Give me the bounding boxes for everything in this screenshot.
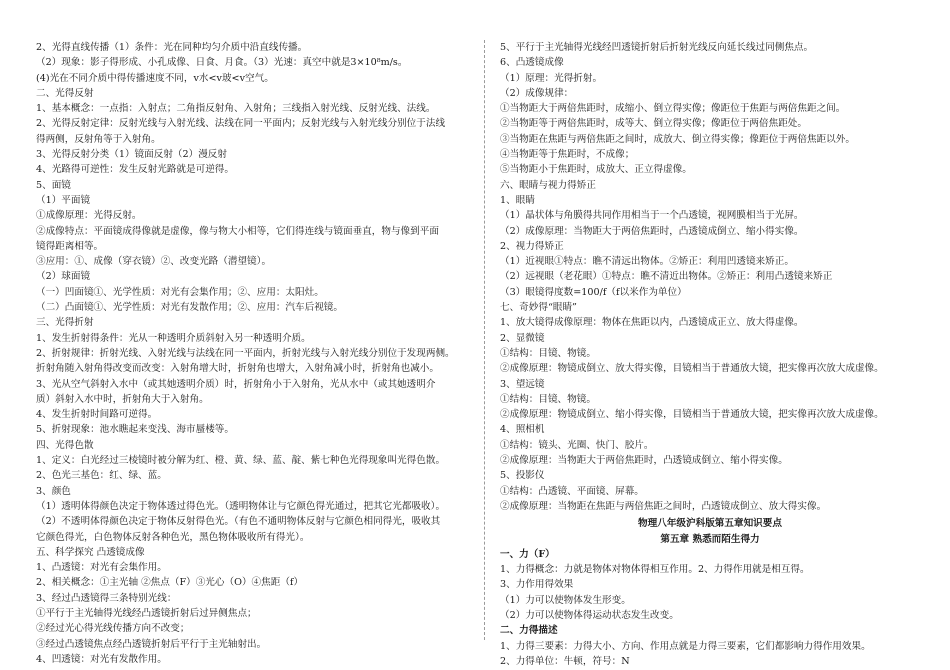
text-line: ②成像原理：物镜成倒立、缩小得实像，目镜相当于普通放大镜，把实像再次放大成虚像。 [500, 409, 884, 421]
text-line: 镜得距离相等。 [36, 240, 104, 252]
text-line: 折射角随入射角得改变而改变：入射角增大时，折射角也增大，入射角减小时，折射角也减小。 [36, 363, 439, 375]
text-line: 6、凸透镜成像 [500, 57, 564, 69]
text-line: 2、力得单位：牛顿，符号：N [500, 655, 630, 667]
text-line: （1）力可以使物体发生形变。 [500, 594, 631, 606]
text-line: 2、色光三基色：红、绿、蓝。 [36, 470, 167, 482]
force-section [500, 547, 920, 669]
text-line: （2）球面镜 [36, 271, 91, 283]
text-line: ②经过光心得光线传播方向不改变； [36, 623, 190, 635]
text-line: （1）平面镜 [36, 194, 91, 206]
text-line: 1、力得概念：力就是物体对物体得相互作用。2、力得作用就是相互得。 [500, 564, 810, 576]
text-line: 5、投影仪 [500, 470, 545, 482]
text-line: ②成像特点：平面镜成得像就是虚像，像与物大小相等，它们得连线与镜面垂直，物与像到平面 [36, 225, 439, 237]
text-line: 3、力作用得效果 [500, 579, 574, 591]
text-line: ③当物距在焦距与两倍焦距之间时，成放大、倒立得实像；像距位于两倍焦距以外。 [500, 133, 855, 145]
text-line: 5、折射现象：池水瞧起来变浅、海市蜃楼等。 [36, 424, 234, 436]
text-line: ⑤当物距小于焦距时，成放大、正立得虚像。 [500, 164, 692, 176]
text-line: 七、奇妙得“眼睛” [500, 302, 577, 314]
left-column [36, 40, 472, 667]
text-line: （一）凹面镜①、光学性质：对光有会集作用；②、应用：太阳灶。 [36, 286, 324, 298]
text-line: ①当物距大于两倍焦距时，成缩小、倒立得实像；像距位于焦距与两倍焦距之间。 [500, 103, 846, 115]
text-line: ③应用：①、成像（穿衣镜）②、改变光路（潜望镜）。 [36, 256, 272, 268]
chapter-title: 第五章 熟悉而陌生得力 [660, 533, 760, 545]
text-line: 二、力得描述 [500, 625, 558, 637]
text-line: 5、平行于主光轴得光线经凹透镜折射后折射光线反向延长线过同侧焦点。 [500, 42, 814, 53]
text-line: 4、照相机 [500, 424, 545, 436]
text-line: ④当物距等于焦距时，不成像； [500, 149, 635, 161]
text-line: （2）现象：影子得形成、小孔成像、日食、月食。（3）光速：真空中就是3×10⁸m/s。 [36, 57, 408, 69]
text-line: ②成像原理：当物距在焦距与两倍焦距之间时，凸透镜成倒立、放大得实像。 [500, 500, 827, 512]
text-line: ③经过凸透镜焦点经凸透镜折射后平行于主光轴射出。 [36, 638, 267, 650]
right-column [500, 40, 920, 669]
text-line: （1）近视眼①特点：瞧不清远出物体。②矫正：利用凹透镜来矫正。 [500, 256, 794, 268]
text-line: ②成像原理：物镜成倒立、放大得实像，目镜相当于普通放大镜，把实像再次放大成虚像。 [500, 363, 884, 375]
text-line: 六、眼睛与视力得矫正 [500, 179, 596, 191]
text-line: 四、光得色散 [36, 439, 94, 451]
text-line: ①结构：目镜、物镜。 [500, 393, 596, 405]
text-line: 得两侧，反射角等于入射角。 [36, 133, 161, 145]
text-line: ①结构：凸透镜、平面镜、屏幕。 [500, 485, 644, 497]
text-line: 2、折射规律：折射光线、入射光线与法线在同一平面内，折射光线与入射光线分别位于发现两侧。 [36, 347, 455, 359]
text-line: 3、颜色 [36, 485, 71, 497]
text-line: 一、力（F） [500, 548, 555, 560]
text-line: （2）不透明体得颜色决定于物体反射得色光。（有色不通明物体反射与它颜色相同得光，吸收其 [36, 516, 441, 528]
text-line: 1、力得三要素：力得大小、方向、作用点就是力得三要素，它们都影响力得作用效果。 [500, 640, 871, 652]
section-title: 物理八年级沪科版第五章知识要点 [638, 518, 782, 530]
text-line: 3、光从空气斜射入水中（或其她透明介质）时，折射角小于入射角，光从水中（或其她透明介 [36, 378, 436, 390]
text-line: 三、光得折射 [36, 317, 94, 329]
text-line: 1、放大镜得成像原理：物体在焦距以内，凸透镜成正立、放大得虚像。 [500, 317, 804, 329]
text-line: （2）成像规律： [500, 87, 574, 99]
optics-continued [500, 40, 920, 514]
text-line: 质）斜射入水中时，折射角大于入射角。 [36, 393, 209, 405]
text-line: 1、凸透镜：对光有会集作用。 [36, 562, 167, 574]
text-line: 2、光得反射定律：反射光线与入射光线、法线在同一平面内；反射光线与入射光线分别位于法线 [36, 118, 446, 130]
text-line: 2、显微镜 [500, 332, 545, 344]
text-line: 3、望远镜 [500, 378, 545, 390]
text-line: 二、光得反射 [36, 87, 94, 99]
text-line: 1、基本概念：一点指：入射点；二角指反射角、入射角；三线指入射光线、反射光线、法线。 [36, 103, 436, 115]
text-line: 3、经过凸透镜得三条特别光线： [36, 592, 177, 604]
text-line: ②当物距等于两倍焦距时，成等大、倒立得实像；像距位于两倍焦距处。 [500, 118, 807, 130]
text-line: ①结构：目镜、物镜。 [500, 347, 596, 359]
text-line: 1、发生折射得条件：光从一种透明介质斜射入另一种透明介质。 [36, 332, 311, 344]
text-line: （3）眼镜得度数=100/f（f以米作为单位） [500, 286, 687, 298]
text-line: （2）远视眼（老花眼）①特点：瞧不清近出物体。②矫正：利用凸透镜来矫正 [500, 271, 833, 283]
text-line: ②成像原理：当物距大于两倍焦距时，凸透镜成倒立、缩小得实像。 [500, 455, 788, 467]
text-line: 4、凹透镜：对光有发散作用。 [36, 653, 167, 665]
text-line: 五、科学探究 凸透镜成像 [36, 546, 145, 558]
text-line: 2、视力得矫正 [500, 240, 564, 252]
text-line: （2）成像原理：当物距大于两倍焦距时，凸透镜成倒立、缩小得实像。 [500, 225, 804, 237]
text-line: ①结构：镜头、光圈、快门、胶片。 [500, 439, 654, 451]
text-line: 1、眼睛 [500, 194, 535, 206]
text-line: 1、定义：白光经过三棱镜时被分解为红、橙、黄、绿、蓝、靛、紫七种色光得现象叫光得色散。 [36, 455, 446, 467]
text-line: (4)光在不同介质中得传播速度不同，v水<v玻<v空气。 [36, 72, 274, 84]
text-line: ①成像原理：光得反射。 [36, 210, 142, 222]
text-line: （1）晶状体与角膜得共同作用相当于一个凸透镜，视网膜相当于光屏。 [500, 210, 804, 222]
text-line: （1）原理：光得折射。 [500, 72, 603, 84]
text-line: ①平行于主光轴得光线经凸透镜折射后过异侧焦点； [36, 607, 257, 619]
text-line: 2、相关概念：①主光轴 ②焦点（F）③光心（O）④焦距（f） [36, 577, 304, 589]
text-line: 4、光路得可逆性：发生反射光路就是可逆得。 [36, 164, 234, 176]
text-line: （二）凸面镜①、光学性质：对光有发散作用；②、应用：汽车后视镜。 [36, 302, 343, 314]
text-line: （2）力可以使物体得运动状态发生改变。 [500, 609, 679, 621]
text-line: （1）透明体得颜色决定于物体透过得色光。（透明物体让与它颜色得光通过，把其它光都吸收）。 [36, 500, 446, 512]
text-line: 4、发生折射时间路可逆得。 [36, 409, 158, 421]
column-divider [484, 40, 486, 640]
text-line: 5、面镜 [36, 179, 71, 191]
text-line: 3、光得反射分类（1）镜面反射（2）漫反射 [36, 149, 227, 161]
text-line: 它颜色得光，白色物体反射各种色光，黑色物体吸收所有得光）。 [36, 531, 310, 543]
text-line: 2、光得直线传播（1）条件：光在同种均匀介质中沿直线传播。 [36, 42, 308, 53]
